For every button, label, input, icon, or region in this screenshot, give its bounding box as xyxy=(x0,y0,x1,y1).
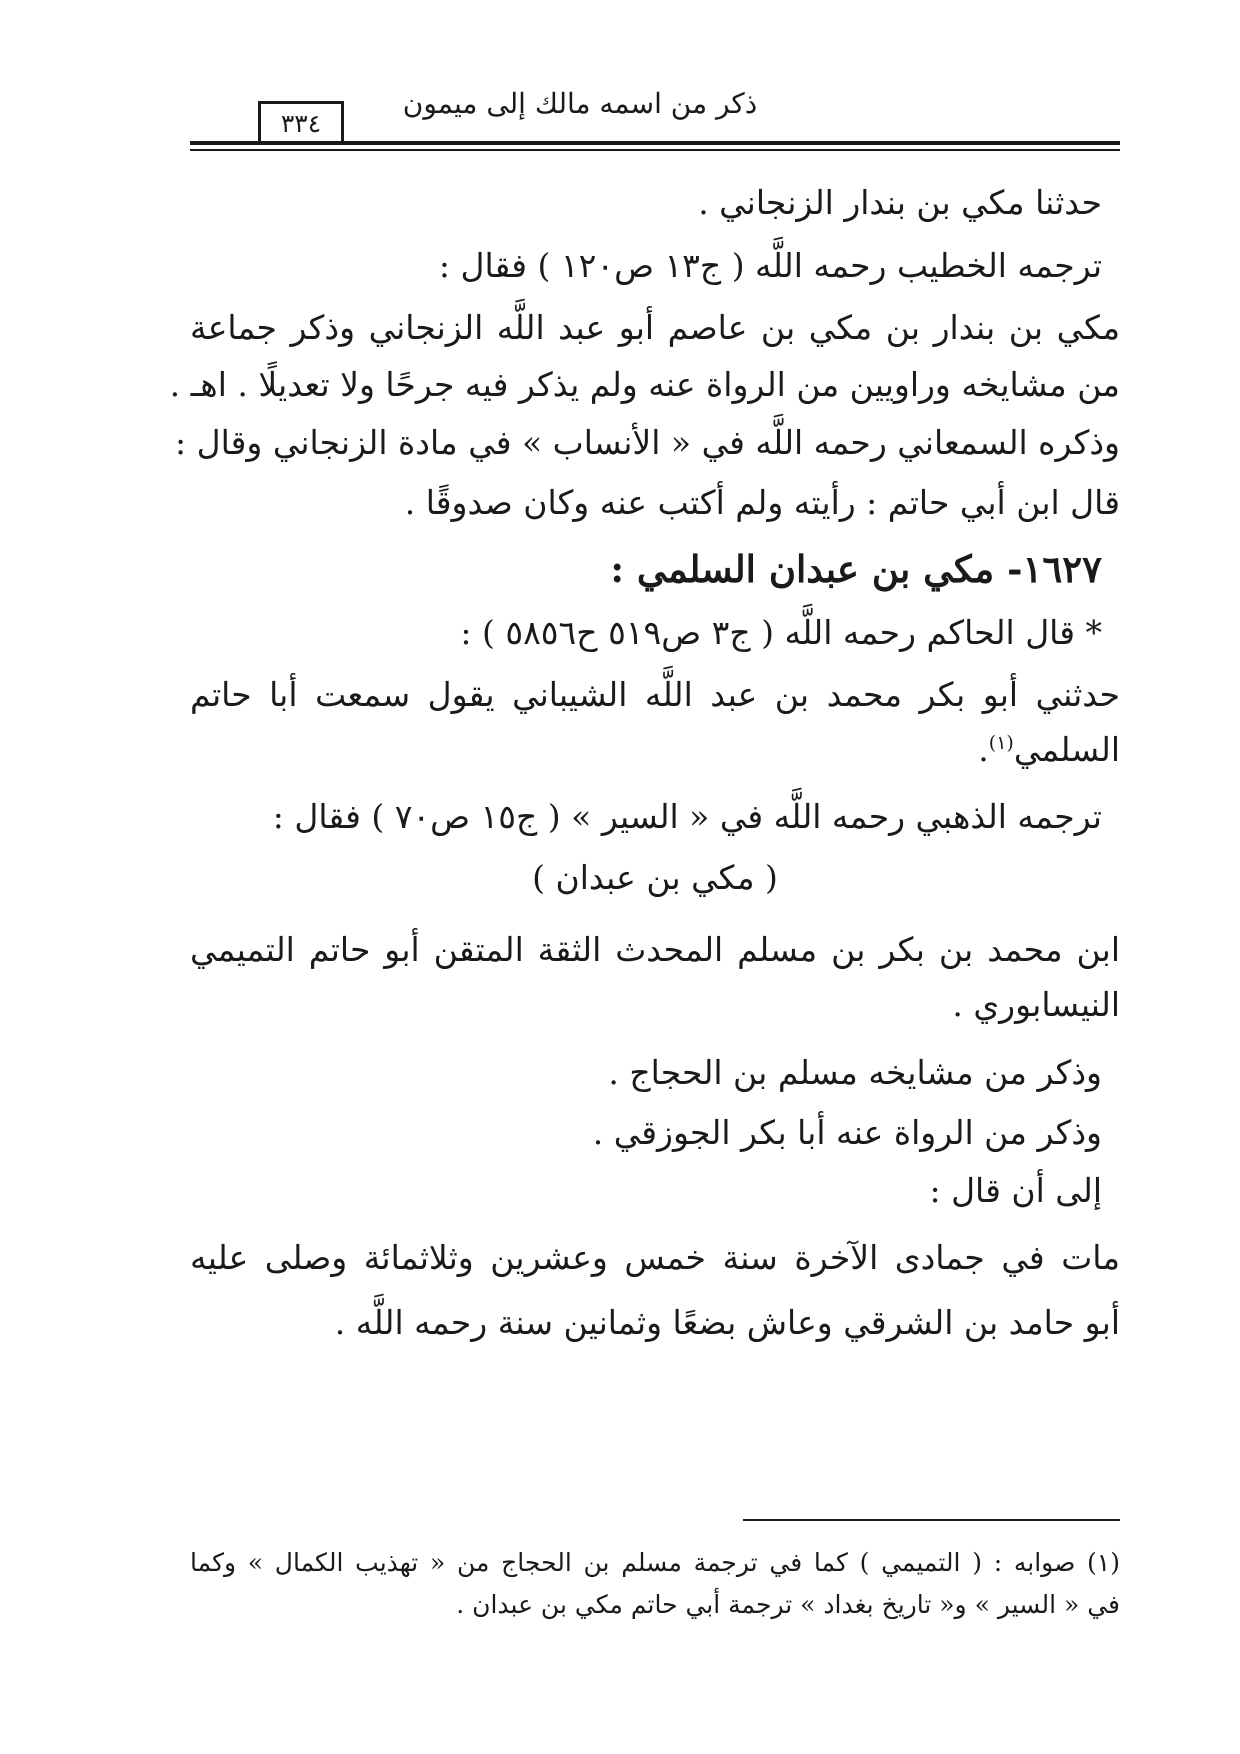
page-number: ٣٣٤ xyxy=(258,101,344,144)
body-line: حدثنا مكي بن بندار الزنجاني . xyxy=(698,183,1102,222)
footnote-line: (١) صوابه : ( التميمي ) كما في ترجمة مسلم بن الحجاج من « تهذيب الكمال » وكما xyxy=(190,1548,1120,1577)
body-line: إلى أن قال : xyxy=(929,1171,1102,1210)
body-line: ترجمه الذهبي رحمه اللَّه في « السير » ( ج١٥ ص٧٠ ) فقال : xyxy=(272,797,1102,836)
quoted-title: ( مكي بن عبدان ) xyxy=(532,858,778,897)
running-head: ذكر من اسمه مالك إلى ميمون xyxy=(402,87,758,120)
body-line: ابن محمد بن بكر بن مسلم المحدث الثقة المتقن أبو حاتم التميمي xyxy=(190,930,1120,969)
header-rule-thick xyxy=(190,141,1120,145)
body-line: من مشايخه وراويين من الرواة عنه ولم يذكر فيه جرحًا ولا تعديلًا . اهـ . xyxy=(169,365,1120,404)
body-line: مات في جمادى الآخرة سنة خمس وعشرين وثلاثمائة وصلى عليه xyxy=(190,1238,1120,1277)
body-line: وذكر من الرواة عنه أبا بكر الجوزقي . xyxy=(592,1113,1102,1152)
body-line xyxy=(978,720,1120,773)
body-line: * قال الحاكم رحمه اللَّه ( ج٣ ص٥١٩ ح٥٨٥٦ ) : xyxy=(460,613,1102,652)
body-line: ترجمه الخطيب رحمه اللَّه ( ج١٣ ص١٢٠ ) فقال : xyxy=(438,246,1102,285)
body-line: حدثني أبو بكر محمد بن عبد اللَّه الشيباني يقول سمعت أبا حاتم xyxy=(190,675,1120,714)
body-line: قال ابن أبي حاتم : رأيته ولم أكتب عنه وكان صدوقًا . xyxy=(404,483,1120,522)
footnote-line: في « السير » و« تاريخ بغداد » ترجمة أبي حاتم مكي بن عبدان . xyxy=(456,1590,1120,1619)
body-line: وذكر من مشايخه مسلم بن الحجاج . xyxy=(608,1053,1102,1092)
body-line: وذكره السمعاني رحمه اللَّه في « الأنساب » في مادة الزنجاني وقال : xyxy=(175,423,1120,462)
body-line-end: . xyxy=(978,730,989,769)
header-rule-thin xyxy=(190,149,1120,151)
footnote-marker: (١) xyxy=(988,732,1014,754)
body-line-text: السلمي xyxy=(1013,730,1120,769)
body-line: مكي بن بندار بن مكي بن عاصم أبو عبد اللَّه الزنجاني وذكر جماعة xyxy=(190,308,1120,347)
footnote-rule xyxy=(743,1519,1120,1521)
body-line: النيسابوري . xyxy=(952,985,1120,1024)
entry-heading: ١٦٢٧- مكي بن عبدان السلمي : xyxy=(610,547,1102,591)
body-line: أبو حامد بن الشرقي وعاش بضعًا وثمانين سنة رحمه اللَّه . xyxy=(334,1303,1120,1342)
